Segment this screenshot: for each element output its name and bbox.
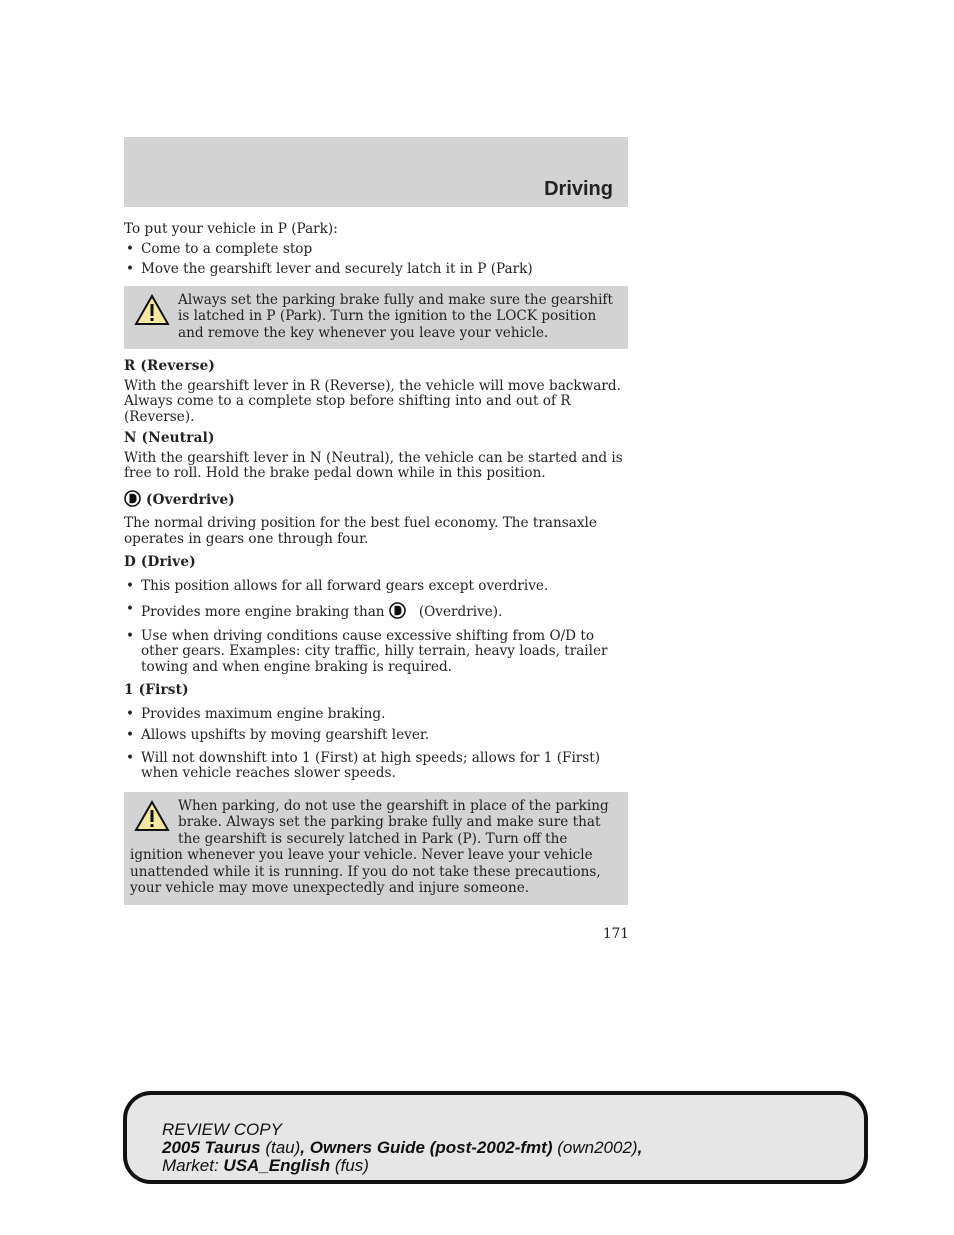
park-bullets — [124, 242, 628, 278]
warning-text: When parking, do not use the gearshift in place of the parking brake. Always set the parking brake fully and make sure that the gearshift is securely latched in Park (P). Turn off the ignition whenever you leave your vehicle. Never leave your vehicle unattended while it is running. If you do not take these precautions, your vehicle may move unexpectedly and injure someone. — [130, 797, 609, 896]
warning-text: Always set the parking brake fully and make sure the gearshift is latched in P (Park). Turn the ignition to the LOCK position and remove the key whenever you leave your vehicle. — [178, 291, 613, 341]
overdrive-heading-line — [124, 490, 628, 509]
warning-box-park — [124, 286, 628, 350]
footer-line-guide — [162, 1139, 642, 1157]
neutral-text: With the gearshift lever in N (Neutral), the vehicle can be started and is free to roll. Hold the brake pedal down while in this position. — [124, 449, 623, 481]
list-item: • Provides maximum engine braking. — [124, 707, 628, 723]
drive-bullets — [124, 579, 628, 676]
neutral-heading: N (Neutral) — [124, 430, 215, 446]
list-item: • Will not downshift into 1 (First) at high speeds; allows for 1 (First) when vehicle reaches slower speeds. — [124, 751, 628, 782]
footer-comma: , — [637, 1138, 643, 1157]
footer-model-code: (tau) — [265, 1138, 301, 1157]
list-item: • Use when driving conditions cause excessive shifting from O/D to other gears. Examples: city traffic, hilly terrain, heavy loads, trailer towing and when engine braking is required. — [124, 629, 628, 676]
footer-market-code: (fus) — [334, 1156, 369, 1175]
warning-triangle-icon — [134, 800, 170, 832]
first-bullets — [124, 707, 628, 782]
warning-box-parking — [124, 792, 628, 905]
list-item — [124, 602, 628, 621]
list-item: • Allows upshifts by moving gearshift lever. — [124, 728, 628, 744]
overdrive-d-icon — [389, 602, 406, 619]
footer-guide: , Owners Guide (post-2002-fmt) — [300, 1138, 553, 1157]
list-item: • Move the gearshift lever and securely latch it in P (Park) — [124, 262, 628, 278]
footer-market: USA_English — [223, 1156, 331, 1175]
list-item: • Come to a complete stop — [124, 242, 628, 258]
footer-market-label: Market: — [162, 1156, 219, 1175]
overdrive-heading: (Overdrive) — [145, 491, 235, 508]
reverse-heading: R (Reverse) — [124, 358, 216, 374]
park-intro: To put your vehicle in P (Park): — [124, 221, 338, 237]
drive-bullet2-text: Provides more engine braking than — [141, 604, 385, 620]
page-number: 171 — [603, 926, 629, 942]
review-label: REVIEW COPY — [162, 1120, 282, 1139]
section-title: Driving — [544, 178, 613, 200]
footer-model: 2005 Taurus — [162, 1138, 261, 1157]
drive-bullet2-suffix: (Overdrive). — [418, 604, 503, 620]
footer-text — [162, 1121, 642, 1175]
section-header — [124, 137, 628, 207]
first-heading: 1 (First) — [124, 682, 189, 698]
footer-line-market — [162, 1157, 642, 1175]
list-item: • This position allows for all forward gears except overdrive. — [124, 579, 628, 595]
warning-triangle-icon — [134, 294, 170, 326]
reverse-text: With the gearshift lever in R (Reverse), the vehicle will move backward. Always come to a complete stop before shifting into and out of R (Reverse). — [124, 377, 621, 425]
overdrive-text: The normal driving position for the best fuel economy. The transaxle operates in gears one through four. — [124, 515, 597, 547]
review-footer — [123, 1091, 868, 1184]
page-content — [124, 222, 628, 915]
drive-heading: D (Drive) — [124, 554, 196, 570]
overdrive-d-icon — [124, 490, 141, 507]
footer-guide-code: (own2002) — [557, 1138, 638, 1157]
